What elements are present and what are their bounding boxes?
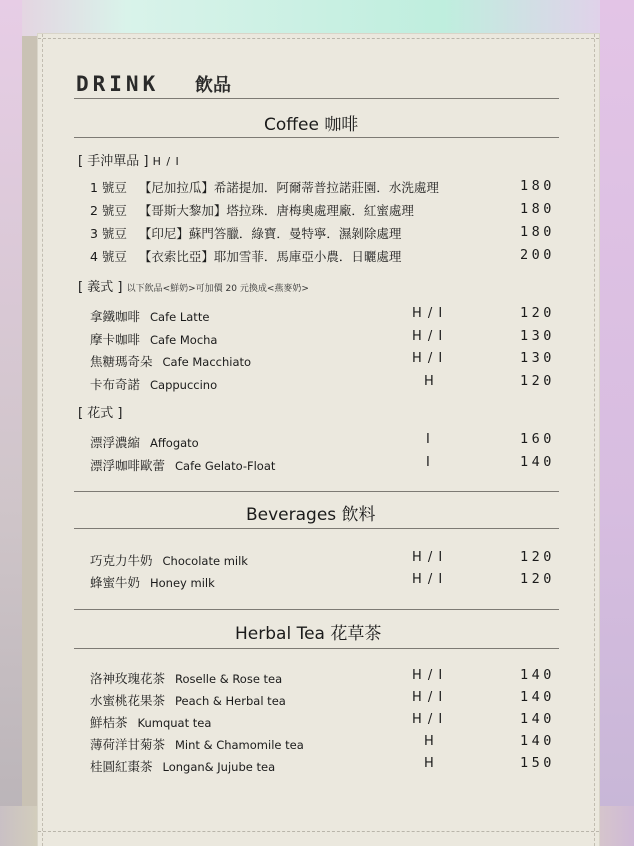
section-heading-zh: 花草茶	[330, 624, 382, 644]
item-name-en: Mint & Chamomile tea	[175, 738, 304, 752]
item-name-en: Cafe Gelato-Float	[175, 459, 276, 473]
section-heading-beverages	[246, 500, 376, 525]
subsection-label-fancy: [ 花式 ]	[78, 406, 123, 421]
item-name-zh: 拿鐵咖啡	[90, 309, 141, 324]
list-item-mint-chamomile-tea	[90, 735, 304, 753]
price: 180	[520, 224, 555, 240]
temp-note: H / I	[152, 155, 180, 168]
item-name-en: Roselle & Rose tea	[175, 672, 283, 686]
item-name-zh: 巧克力牛奶	[90, 553, 153, 568]
list-item-macchiato	[90, 352, 251, 370]
temperature: H / I	[412, 550, 444, 565]
item-name-zh: 漂浮濃縮	[90, 435, 141, 450]
subsection-label: [ 手沖單品 ]	[78, 154, 149, 169]
list-item-honey-milk	[90, 573, 215, 591]
bean-number: 3 號豆	[90, 226, 127, 241]
temperature: I	[426, 455, 431, 470]
stitch-line	[38, 38, 599, 39]
section-heading-coffee	[264, 110, 358, 135]
list-item-pour-over-3	[90, 224, 401, 242]
price: 130	[520, 350, 555, 366]
divider	[74, 98, 559, 99]
section-heading-en: Beverages	[246, 505, 337, 525]
item-name-zh: 漂浮咖啡歐蕾	[90, 458, 166, 473]
price: 120	[520, 373, 555, 389]
list-item-roselle-rose-tea	[90, 669, 282, 687]
item-name-zh: 蜂蜜牛奶	[90, 575, 141, 590]
bean-description: 【印尼】蘇門答臘．綠寶．曼特寧．濕剝除處理	[138, 226, 402, 241]
section-heading-zh: 咖啡	[324, 115, 359, 135]
price: 120	[520, 549, 555, 565]
temperature: H / I	[412, 690, 444, 705]
divider	[74, 491, 559, 492]
temperature: H / I	[412, 668, 444, 683]
bean-description: 【哥斯大黎加】塔拉珠．唐梅奧處理廠．紅蜜處理	[138, 203, 414, 218]
list-item-affogato	[90, 433, 199, 451]
stitch-line	[38, 831, 599, 832]
price: 120	[520, 571, 555, 587]
temperature: H / I	[412, 329, 444, 344]
temperature: H	[424, 374, 435, 389]
list-item-pour-over-2	[90, 201, 414, 219]
subsection-label: [ 義式 ]	[78, 280, 123, 295]
price: 140	[520, 689, 555, 705]
item-name-en: Cafe Latte	[150, 310, 210, 324]
item-name-en: Chocolate milk	[162, 554, 248, 568]
temperature: I	[426, 432, 431, 447]
divider	[74, 137, 559, 138]
price: 140	[520, 711, 555, 727]
price: 200	[520, 247, 555, 263]
temperature: H / I	[412, 306, 444, 321]
temperature: H / I	[412, 712, 444, 727]
item-name-zh: 薄荷洋甘菊茶	[90, 737, 166, 752]
list-item-cappuccino	[90, 375, 217, 393]
subsection-label-pour-over	[78, 150, 180, 169]
temperature: H / I	[412, 351, 444, 366]
price: 160	[520, 431, 555, 447]
item-name-en: Affogato	[150, 436, 199, 450]
price: 140	[520, 733, 555, 749]
list-item-chocolate-milk	[90, 551, 248, 569]
section-heading-en: Coffee	[264, 115, 319, 135]
page-title: DRINK	[76, 72, 160, 96]
item-name-zh: 水蜜桃花果茶	[90, 693, 166, 708]
bean-number: 1 號豆	[90, 180, 127, 195]
list-item-longan-jujube-tea	[90, 757, 275, 775]
item-name-zh: 卡布奇諾	[90, 377, 141, 392]
item-name-zh: 焦糖瑪奇朵	[90, 354, 153, 369]
price: 140	[520, 454, 555, 470]
divider	[74, 648, 559, 649]
stitch-line	[42, 34, 43, 846]
item-name-zh: 洛神玫瑰花茶	[90, 671, 166, 686]
section-heading-en: Herbal Tea	[235, 624, 325, 644]
section-heading-herbal-tea	[235, 619, 381, 644]
bean-number: 4 號豆	[90, 249, 127, 264]
stitch-line	[594, 34, 595, 846]
item-name-zh: 鮮桔茶	[90, 715, 128, 730]
list-item-pour-over-4	[90, 247, 401, 265]
temperature: H / I	[412, 572, 444, 587]
menu-page	[38, 34, 599, 846]
background-top	[0, 0, 634, 36]
item-name-zh: 摩卡咖啡	[90, 332, 141, 347]
price: 150	[520, 755, 555, 771]
subsection-note: 以下飲品<鮮奶>可加價 20 元換成<燕麥奶>	[126, 284, 309, 294]
list-item-mocha	[90, 330, 217, 348]
list-item-latte	[90, 307, 209, 325]
item-name-en: Cafe Mocha	[150, 333, 218, 347]
background-right	[600, 0, 634, 846]
item-name-en: Longan& Jujube tea	[162, 760, 276, 774]
item-name-en: Cafe Macchiato	[162, 355, 252, 369]
section-heading-zh: 飲料	[341, 505, 376, 525]
list-item-peach-herbal-tea	[90, 691, 286, 709]
bean-number: 2 號豆	[90, 203, 127, 218]
list-item-gelato-float	[90, 456, 275, 474]
price: 120	[520, 305, 555, 321]
list-item-pour-over-1	[90, 178, 439, 196]
item-name-en: Honey milk	[150, 576, 215, 590]
item-name-en: Cappuccino	[150, 378, 218, 392]
price: 180	[520, 201, 555, 217]
divider	[74, 528, 559, 529]
price: 180	[520, 178, 555, 194]
divider	[74, 609, 559, 610]
price: 140	[520, 667, 555, 683]
item-name-en: Peach & Herbal tea	[175, 694, 286, 708]
page-title-zh: 飲品	[195, 75, 231, 96]
temperature: H	[424, 734, 435, 749]
item-name-zh: 桂圓紅棗茶	[90, 759, 153, 774]
bean-description: 【尼加拉瓜】希諾提加．阿爾蒂普拉諾莊園．水洗處理	[138, 180, 439, 195]
list-item-kumquat-tea	[90, 713, 211, 731]
background-left	[0, 0, 22, 846]
subsection-label-italian	[78, 276, 309, 295]
temperature: H	[424, 756, 435, 771]
bean-description: 【衣索比亞】耶加雪菲．馬庫亞小農．日曬處理	[138, 249, 402, 264]
item-name-en: Kumquat tea	[137, 716, 212, 730]
price: 130	[520, 328, 555, 344]
